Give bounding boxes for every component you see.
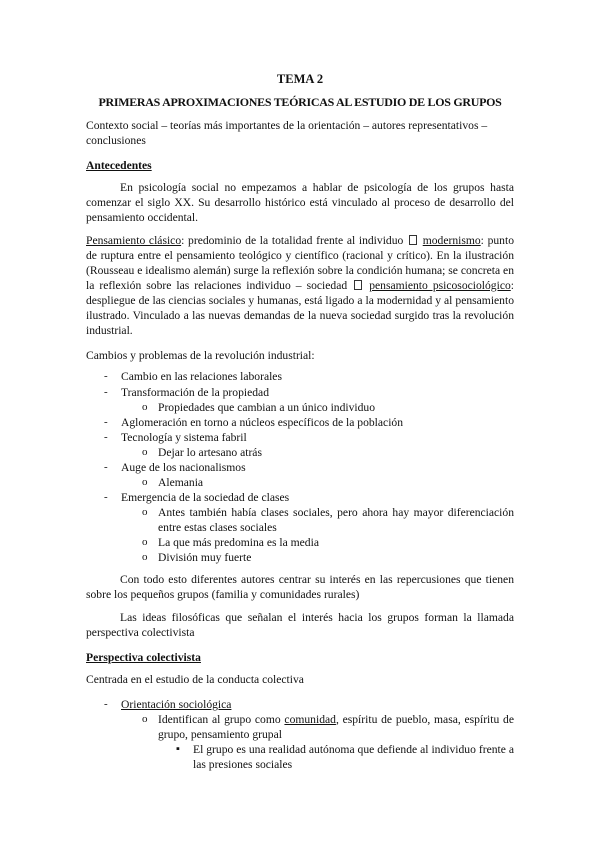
term-modernismo: modernismo [422,234,481,247]
list-subitem [158,712,514,742]
pensamiento-text-1: : predominio de la totalidad frente al individuo [181,234,404,247]
document-title: PRIMERAS APROXIMACIONES TEÓRICAS AL ESTUDIO DE LOS GRUPOS [98,95,502,109]
circle-bullet-icon: o [142,713,148,725]
square-bullet-icon: ▪ [176,743,180,755]
arrow-placeholder-icon [409,235,417,245]
o1-pre: Identifican al grupo como [158,713,285,726]
cambios-intro: Cambios y problemas de la revolución industrial: [86,349,315,362]
list-item: Cambio en las relaciones laborales [121,370,282,383]
dash-bullet-icon: - [104,491,108,503]
term-comunidad: comunidad [284,713,336,726]
pensamiento-paragraph [86,233,514,338]
pensamiento-text-3: : despliegue de las ciencias sociales y humanas, está ligado a la modernidad y al pensamiento ilustrado. Vinculado a las nuevas demandas de la nueva sociedad surgido tras la revolución industrial. [86,279,514,337]
dash-bullet-icon: - [104,370,108,382]
con-todo-paragraph: Con todo esto diferentes autores centrar su interés en las repercusiones que tienen sobre los pequeños grupos (familia y comunidades rurales) [86,573,514,601]
intro-text: Contexto social – teorías más importantes de la orientación – autores representativos – conclusiones [86,119,488,147]
circle-bullet-icon: o [142,446,148,458]
orientacion-item: Orientación sociológica [121,698,232,711]
list-subitem: Dejar lo artesano atrás [158,446,262,459]
dash-bullet-icon: - [104,386,108,398]
circle-bullet-icon: o [142,536,148,548]
term-pensamiento-clasico: Pensamiento clásico [86,234,182,247]
tema-heading: TEMA 2 [276,72,324,86]
list-subitem: División muy fuerte [158,551,252,564]
list-item: Auge de los nacionalismos [121,461,246,474]
list-subitem: La que más predomina es la media [158,536,319,549]
list-item: Tecnología y sistema fabril [121,431,247,444]
perspectiva-heading: Perspectiva colectivista [86,651,201,664]
list-item: Transformación de la propiedad [121,386,269,399]
dash-bullet-icon: - [104,461,108,473]
centrada-text: Centrada en el estudio de la conducta colectiva [86,673,304,686]
list-subsubitem: El grupo es una realidad autónoma que defiende al individuo frente a las presiones sociales [193,743,514,771]
circle-bullet-icon: o [142,476,148,488]
ideas-paragraph: Las ideas filosóficas que señalan el interés hacia los grupos forman la llamada perspectiva colectivista [86,611,514,639]
pensamiento-text-2: : punto de ruptura entre el pensamiento teológico y científico (racional y crítico). En la ilustración (Rousseau e idealismo alemán) surge la reflexión sobre la condición humana; se concreta en la reflexión sobre las relaciones individuo – sociedad [86,234,514,292]
arrow-placeholder-icon [354,280,362,290]
dash-bullet-icon: - [104,416,108,428]
dash-bullet-icon: - [104,698,108,710]
circle-bullet-icon: o [142,506,148,518]
antecedentes-paragraph: En psicología social no empezamos a hablar de psicología de los grupos hasta comenzar el siglo XX. Su desarrollo histórico está vinculado al proceso de desarrollo del pensamiento occidental. [86,181,514,224]
list-item: Aglomeración en torno a núcleos específicos de la población [121,416,404,429]
list-item: Emergencia de la sociedad de clases [121,491,290,504]
o1-post: , espíritu de pueblo, masa, espíritu de grupo, pensamiento grupal [158,713,514,741]
circle-bullet-icon: o [142,401,148,413]
antecedentes-heading: Antecedentes [86,159,152,172]
list-subitem: Antes también había clases sociales, pero ahora hay mayor diferenciación entre estas clases sociales [158,506,514,534]
circle-bullet-icon: o [142,551,148,563]
list-subitem: Propiedades que cambian a un único individuo [158,401,376,414]
list-subitem: Alemania [158,476,204,489]
term-pensamiento-psicosociologico: pensamiento psicosociológico [369,279,511,292]
dash-bullet-icon: - [104,431,108,443]
